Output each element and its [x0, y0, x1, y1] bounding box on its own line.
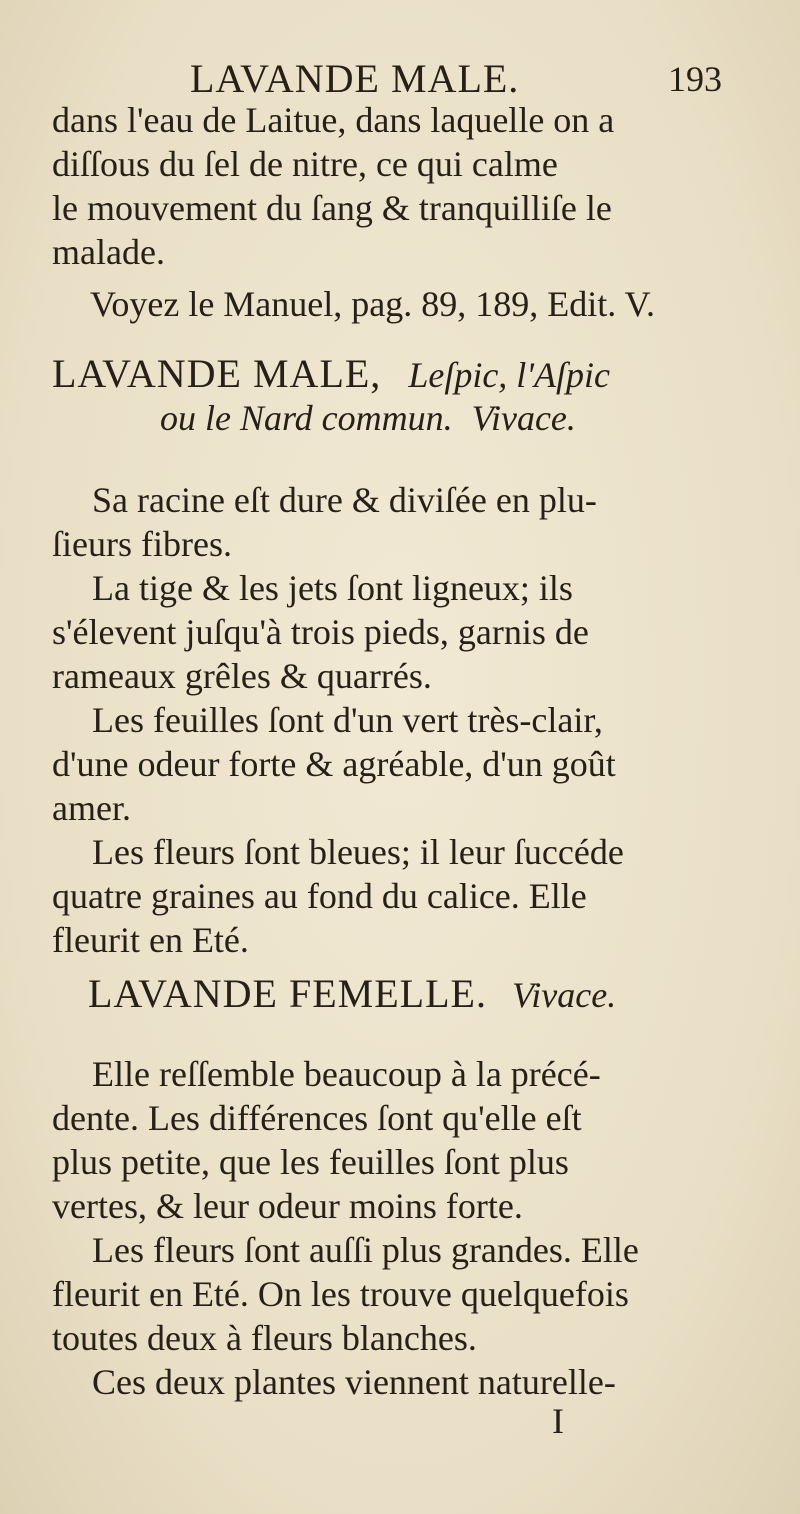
text-line: le mouvement du ſang & tranquilliſe le — [52, 188, 612, 228]
text-line: diſſous du ſel de nitre, ce qui calme — [52, 144, 558, 184]
text-line: fleurit en Eté. On les trouve quelquefois — [52, 1274, 629, 1314]
reference-line: Voyez le Manuel, pag. 89, 189, Edit. V. — [90, 284, 655, 324]
text-line: Ces deux plantes viennent naturelle- — [92, 1362, 616, 1402]
text-line: rameaux grêles & quarrés. — [52, 656, 432, 696]
text-line: toutes deux à fleurs blanches. — [52, 1318, 477, 1358]
text-line: La tige & les jets ſont ligneux; ils — [92, 568, 573, 608]
text-line: Sa racine eſt dure & diviſée en plu- — [92, 480, 597, 520]
text-line: ſieurs fibres. — [52, 524, 232, 564]
text-line: fleurit en Eté. — [52, 920, 249, 960]
text-line: Les fleurs ſont auſſi plus grandes. Elle — [92, 1230, 639, 1270]
section-title: LAVANDE FEMELLE. — [88, 971, 487, 1016]
section-subtitle — [160, 396, 576, 440]
section-heading — [88, 972, 616, 1017]
section-title-italic: Leſpic, l'Aſpic — [408, 355, 610, 395]
page-number: 193 — [668, 59, 722, 99]
text-line: dente. Les différences ſont qu'elle eſt — [52, 1098, 582, 1138]
section-heading — [52, 352, 610, 397]
text-line: Elle reſſemble beaucoup à la précé- — [92, 1054, 601, 1094]
text-line: Les feuilles ſont d'un vert très-clair, — [92, 700, 603, 740]
text-line: dans l'eau de Laitue, dans laquelle on a — [52, 100, 615, 140]
text-line: quatre graines au fond du calice. Elle — [52, 876, 587, 916]
text-line: Les fleurs ſont bleues; il leur ſuccéde — [92, 832, 624, 872]
text-line: d'une odeur forte & agréable, d'un goût — [52, 744, 616, 784]
vivace-label: Vivace. — [511, 975, 617, 1015]
text-line: malade. — [52, 232, 165, 272]
text-line: plus petite, que les feuilles ſont plus — [52, 1142, 569, 1182]
subtitle-text: ou le Nard commun. — [160, 398, 453, 438]
vivace-label: Vivace. — [471, 398, 576, 438]
section-title: LAVANDE MALE, — [52, 351, 382, 396]
text-line: amer. — [52, 788, 131, 828]
text-line: vertes, & leur odeur moins forte. — [52, 1186, 523, 1226]
running-head: LAVANDE MALE. — [190, 56, 520, 101]
signature-mark: I — [552, 1401, 564, 1441]
text-line: s'élevent juſqu'à trois pieds, garnis de — [52, 612, 589, 652]
